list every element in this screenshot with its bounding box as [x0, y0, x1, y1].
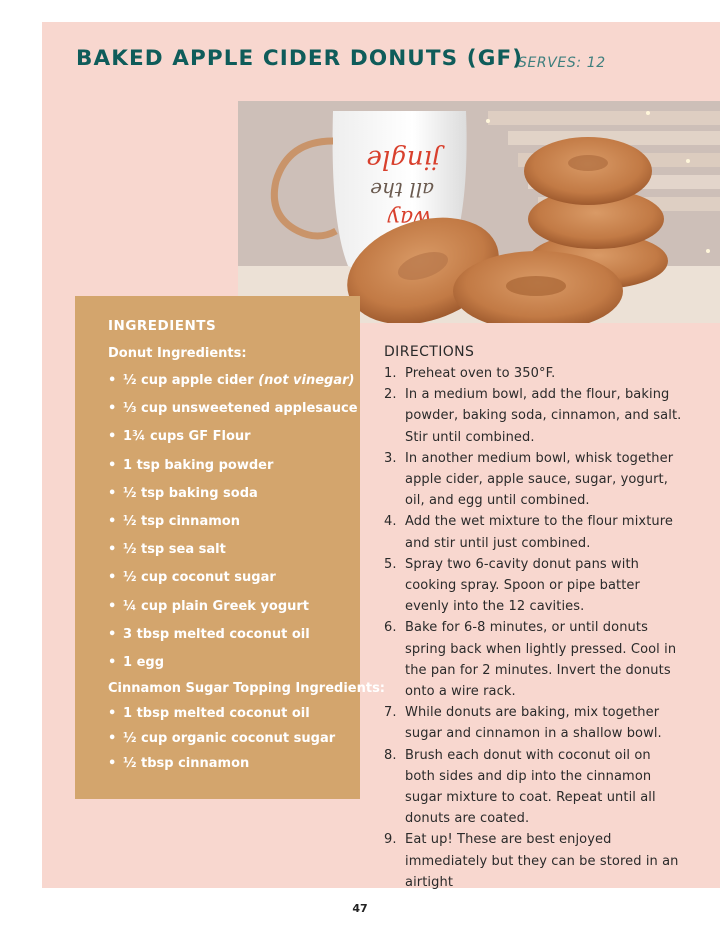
ingredient-item: • ½ tsp baking soda — [108, 480, 358, 508]
direction-step: 4. Add the wet mixture to the flour mixture and stir until just combined. — [384, 514, 673, 551]
ingredient-item: • 1¾ cups GF Flour — [108, 423, 358, 451]
direction-step: 9. Eat up! These are best enjoyed immediately but they can be stored in an airtight — [384, 832, 679, 890]
direction-step: 2. In a medium bowl, add the flour, baking powder, baking soda, cinnamon, and salt. Stir until combined. — [384, 387, 682, 445]
ingredient-item: • ½ tsp sea salt — [108, 536, 358, 564]
svg-text:way: way — [387, 205, 432, 230]
ingredients-panel — [75, 296, 386, 799]
svg-text:jingle: jingle — [366, 144, 440, 174]
donut-ingredients-heading: Donut Ingredients: — [108, 346, 247, 361]
donut-ingredients-list — [108, 367, 358, 677]
donut-photo-illustration — [238, 101, 720, 323]
direction-step: 8. Brush each donut with coconut oil on both sides and dip into the cinnamon sugar mixture to coat. Repeat until all donuts are coated. — [384, 747, 656, 827]
ingredient-item: • 1 egg — [108, 649, 358, 677]
page-number: 47 — [352, 902, 368, 915]
direction-step: 7. While donuts are baking, mix together sugar and cinnamon in a shallow bowl. — [384, 705, 662, 742]
ingredient-item: • ½ tsp cinnamon — [108, 508, 358, 536]
ingredient-item: • 3 tbsp melted coconut oil — [108, 621, 358, 649]
ingredient-item: • ¼ cup plain Greek yogurt — [108, 593, 358, 621]
ingredients-heading: INGREDIENTS — [108, 318, 217, 334]
donut-photo — [238, 101, 720, 323]
ingredient-item: • ½ cup apple cider (not vinegar) — [108, 367, 358, 395]
ingredient-item: • ⅓ cup unsweetened applesauce — [108, 395, 358, 423]
directions-section — [384, 341, 684, 893]
ingredient-item: • 1 tbsp melted coconut oil — [108, 701, 335, 726]
ingredient-item: • 1 tsp baking powder — [108, 452, 358, 480]
direction-step: 1. Preheat oven to 350°F. — [384, 366, 556, 381]
directions-heading: DIRECTIONS — [384, 344, 475, 360]
direction-step: 6. Bake for 6-8 minutes, or until donuts spring back when lightly pressed. Cool in the pan for 2 minutes. Invert the donuts onto a wire rack. — [384, 620, 677, 700]
direction-step: 5. Spray two 6-cavity donut pans with cooking spray. Spoon or pipe batter evenly into the 12 cavities. — [384, 556, 640, 615]
directions-list — [384, 363, 684, 893]
recipe-title: BAKED APPLE CIDER DONUTS (GF) — [76, 46, 524, 71]
ingredient-item: • ½ cup organic coconut sugar — [108, 726, 335, 751]
servings-label: SERVES: 12 — [518, 55, 606, 71]
ingredient-item: • ½ tbsp cinnamon — [108, 751, 335, 776]
topping-ingredients-heading: Cinnamon Sugar Topping Ingredients: — [108, 681, 386, 696]
svg-text:all the: all the — [370, 178, 434, 202]
topping-ingredients-list — [108, 701, 335, 776]
ingredient-item: • ½ cup coconut sugar — [108, 564, 358, 592]
direction-step: 3. In another medium bowl, whisk together apple cider, apple sauce, sugar, yogurt, oil, and egg until combined. — [384, 450, 674, 509]
